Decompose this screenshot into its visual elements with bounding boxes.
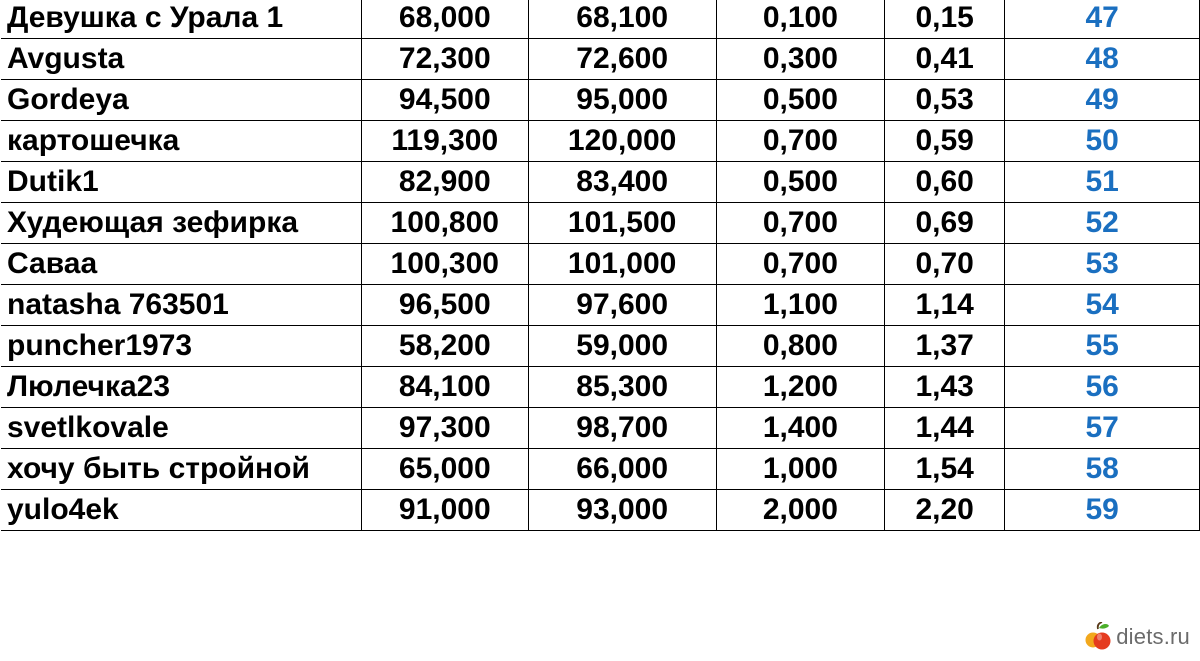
start-weight-cell: 100,800 (362, 203, 528, 244)
percent-change-cell: 0,60 (884, 162, 1004, 203)
start-weight-cell: 82,900 (362, 162, 528, 203)
current-weight-cell: 66,000 (528, 449, 716, 490)
participant-name-cell: natasha 763501 (1, 285, 362, 326)
apple-logo-icon (1085, 622, 1111, 652)
percent-change-cell: 2,20 (884, 490, 1004, 531)
rank-cell: 48 (1005, 39, 1200, 80)
rank-cell: 50 (1005, 121, 1200, 162)
percent-change-cell: 1,44 (884, 408, 1004, 449)
rank-cell: 54 (1005, 285, 1200, 326)
rank-cell: 53 (1005, 244, 1200, 285)
table-row (1, 162, 1200, 203)
weight-change-cell: 0,500 (716, 162, 884, 203)
weight-change-cell: 2,000 (716, 490, 884, 531)
rank-cell: 52 (1005, 203, 1200, 244)
table-row (1, 408, 1200, 449)
percent-change-cell: 1,43 (884, 367, 1004, 408)
participant-name-cell: Gordeya (1, 80, 362, 121)
current-weight-cell: 97,600 (528, 285, 716, 326)
percent-change-cell: 0,41 (884, 39, 1004, 80)
table-row (1, 0, 1200, 39)
start-weight-cell: 97,300 (362, 408, 528, 449)
current-weight-cell: 98,700 (528, 408, 716, 449)
weight-change-cell: 0,300 (716, 39, 884, 80)
weight-change-cell: 1,000 (716, 449, 884, 490)
current-weight-cell: 101,000 (528, 244, 716, 285)
results-table (1, 0, 1200, 531)
weight-change-cell: 0,700 (716, 121, 884, 162)
percent-change-cell: 0,70 (884, 244, 1004, 285)
weight-change-cell: 0,100 (716, 0, 884, 39)
start-weight-cell: 94,500 (362, 80, 528, 121)
weight-change-cell: 1,400 (716, 408, 884, 449)
current-weight-cell: 120,000 (528, 121, 716, 162)
current-weight-cell: 59,000 (528, 326, 716, 367)
start-weight-cell: 100,300 (362, 244, 528, 285)
participant-name-cell: svetlkovale (1, 408, 362, 449)
table-row (1, 203, 1200, 244)
current-weight-cell: 72,600 (528, 39, 716, 80)
rank-cell: 56 (1005, 367, 1200, 408)
participant-name-cell: Девушка с Урала 1 (1, 0, 362, 39)
current-weight-cell: 101,500 (528, 203, 716, 244)
start-weight-cell: 58,200 (362, 326, 528, 367)
participant-name-cell: Avgusta (1, 39, 362, 80)
weight-change-cell: 1,100 (716, 285, 884, 326)
participant-name-cell: Саваа (1, 244, 362, 285)
weight-change-cell: 0,700 (716, 244, 884, 285)
participant-name-cell: Худеющая зефирка (1, 203, 362, 244)
percent-change-cell: 1,54 (884, 449, 1004, 490)
percent-change-cell: 1,14 (884, 285, 1004, 326)
weight-change-cell: 0,800 (716, 326, 884, 367)
percent-change-cell: 0,69 (884, 203, 1004, 244)
start-weight-cell: 68,000 (362, 0, 528, 39)
table-row (1, 39, 1200, 80)
current-weight-cell: 85,300 (528, 367, 716, 408)
current-weight-cell: 83,400 (528, 162, 716, 203)
weight-change-cell: 1,200 (716, 367, 884, 408)
start-weight-cell: 119,300 (362, 121, 528, 162)
table-row (1, 285, 1200, 326)
start-weight-cell: 91,000 (362, 490, 528, 531)
rank-cell: 51 (1005, 162, 1200, 203)
table-row (1, 121, 1200, 162)
table-row (1, 367, 1200, 408)
weight-change-cell: 0,700 (716, 203, 884, 244)
rank-cell: 57 (1005, 408, 1200, 449)
table-row (1, 326, 1200, 367)
table-row (1, 80, 1200, 121)
table-row (1, 244, 1200, 285)
participant-name-cell: картошечка (1, 121, 362, 162)
percent-change-cell: 0,59 (884, 121, 1004, 162)
rank-cell: 55 (1005, 326, 1200, 367)
participant-name-cell: Dutik1 (1, 162, 362, 203)
start-weight-cell: 96,500 (362, 285, 528, 326)
current-weight-cell: 93,000 (528, 490, 716, 531)
current-weight-cell: 68,100 (528, 0, 716, 39)
current-weight-cell: 95,000 (528, 80, 716, 121)
participant-name-cell: yulo4ek (1, 490, 362, 531)
percent-change-cell: 1,37 (884, 326, 1004, 367)
percent-change-cell: 0,15 (884, 0, 1004, 39)
participant-name-cell: puncher1973 (1, 326, 362, 367)
table-row (1, 449, 1200, 490)
rank-cell: 59 (1005, 490, 1200, 531)
start-weight-cell: 65,000 (362, 449, 528, 490)
percent-change-cell: 0,53 (884, 80, 1004, 121)
rank-cell: 49 (1005, 80, 1200, 121)
watermark-text: diets.ru (1116, 624, 1190, 649)
rank-cell: 58 (1005, 449, 1200, 490)
table-row (1, 490, 1200, 531)
participant-name-cell: Люлечка23 (1, 367, 362, 408)
rank-cell: 47 (1005, 0, 1200, 39)
results-table-body (1, 0, 1200, 531)
diets-watermark (1085, 622, 1190, 652)
start-weight-cell: 84,100 (362, 367, 528, 408)
participant-name-cell: хочу быть стройной (1, 449, 362, 490)
start-weight-cell: 72,300 (362, 39, 528, 80)
weight-change-cell: 0,500 (716, 80, 884, 121)
